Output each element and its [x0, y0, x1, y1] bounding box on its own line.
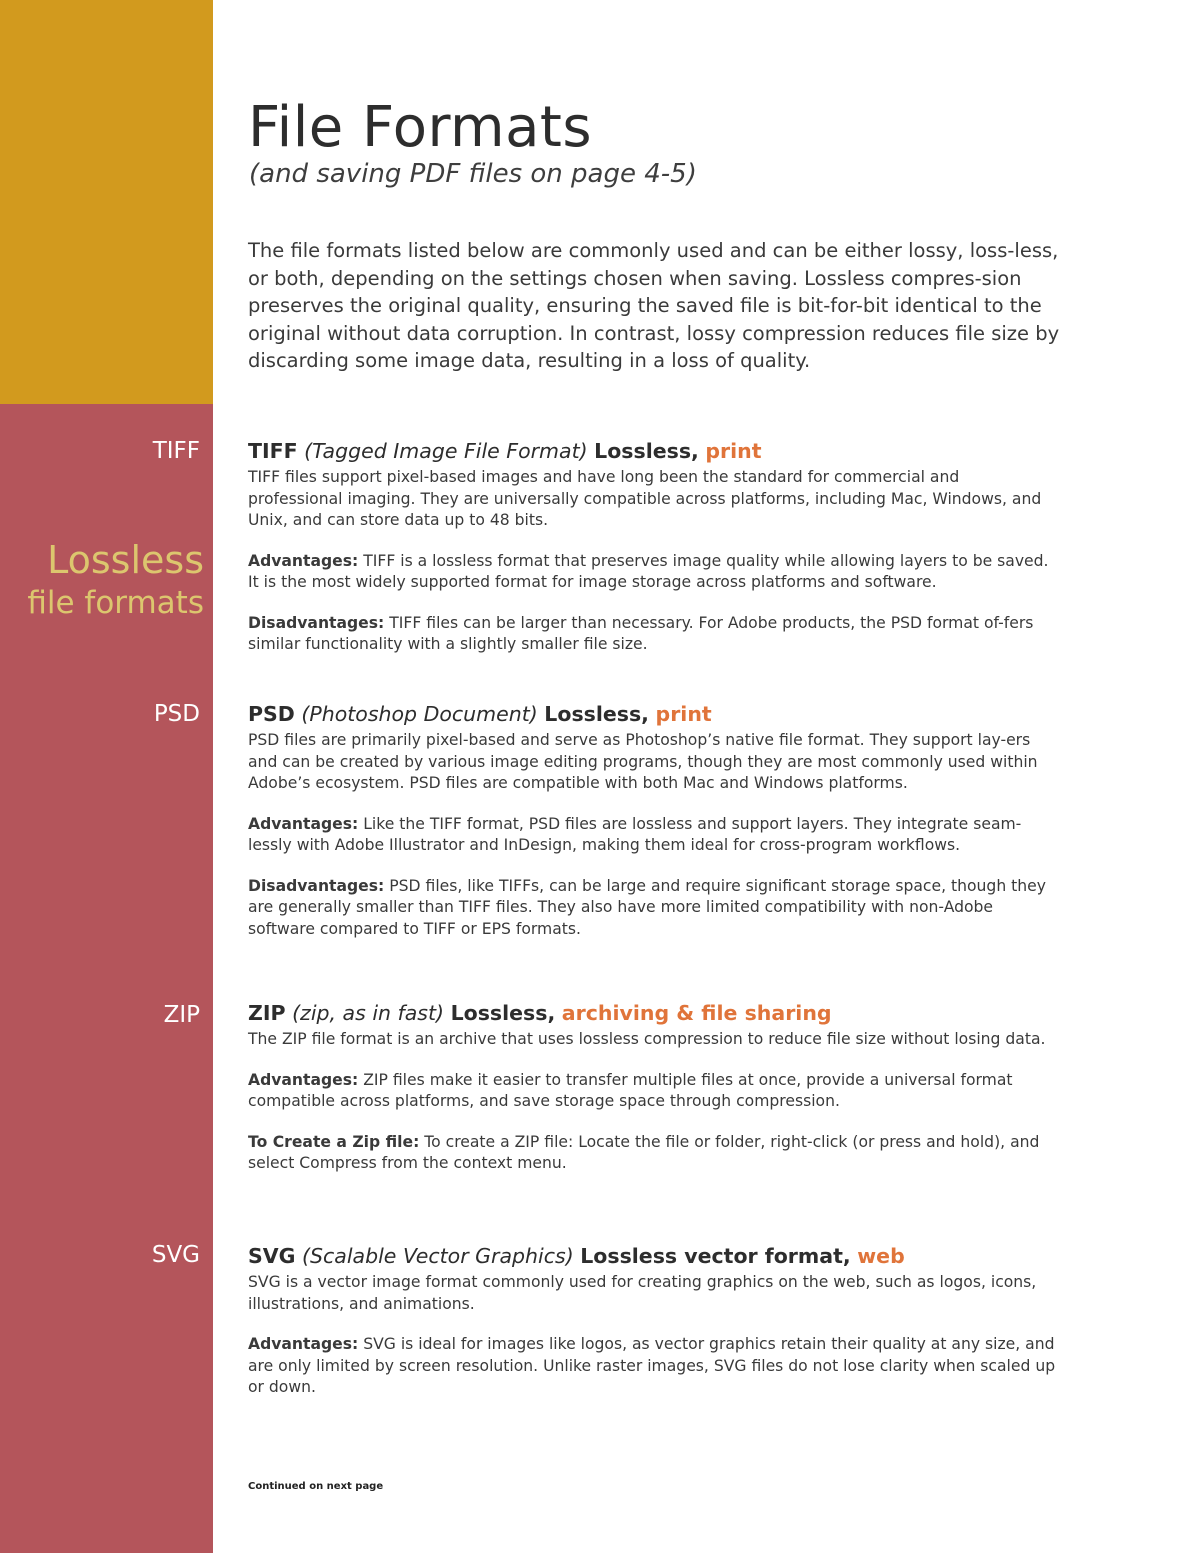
how-to-text: To create a ZIP file: Locate the file or folder, right-click (or press and hold), and select Compress from the context menu.	[248, 1132, 1040, 1172]
page-subtitle: (and saving PDF files on page 4-5)	[249, 159, 697, 189]
sidebar-heading-line1: Lossless	[47, 538, 204, 582]
sidebar-label-tiff: TIFF	[152, 438, 200, 464]
format-abbreviation: ZIP	[248, 1001, 286, 1025]
format-description: SVG is a vector image format commonly used for creating graphics on the web, such as logos, icons, illustrations, and animations.	[248, 1273, 1037, 1313]
how-to-label: To Create a Zip file:	[248, 1132, 420, 1151]
continued-note: Continued on next page	[248, 1481, 384, 1492]
advantages-paragraph	[248, 551, 1058, 594]
compression-type: Lossless,	[594, 439, 699, 463]
sidebar-heading-line2: file formats	[27, 585, 204, 621]
disadvantages-paragraph	[248, 876, 1058, 941]
sidebar-label-svg: SVG	[151, 1242, 200, 1268]
disadvantages-label: Disadvantages:	[248, 613, 385, 632]
advantages-paragraph	[248, 1070, 1058, 1113]
format-use: archiving & file sharing	[561, 1001, 832, 1025]
section-heading	[248, 437, 1058, 465]
advantages-paragraph	[248, 1334, 1058, 1399]
sidebar-label-psd: PSD	[153, 701, 200, 727]
section-psd	[248, 700, 1058, 959]
disadvantages-paragraph	[248, 613, 1058, 656]
advantages-text: SVG is ideal for images like logos, as vector graphics retain their quality at any size, and are only limited by screen resolution. Unlike raster images, SVG files do not lose clarity when scaled up or down.	[248, 1335, 1056, 1396]
format-full-name: (Photoshop Document)	[301, 702, 538, 726]
advantages-label: Advantages:	[248, 1070, 359, 1089]
advantages-label: Advantages:	[248, 551, 359, 570]
format-abbreviation: SVG	[248, 1244, 296, 1268]
format-description: The ZIP file format is an archive that uses lossless compression to reduce file size without losing data.	[248, 1030, 1046, 1048]
compression-type: Lossless,	[450, 1001, 556, 1025]
format-description: PSD files are primarily pixel-based and serve as Photoshop’s native file format. They support lay-ers and can be created by various image editing programs, though they are most commonly used within Adobe’s ecosystem. PSD files are compatible with both Mac and Windows platforms.	[248, 731, 1038, 792]
advantages-label: Advantages:	[248, 814, 359, 833]
section-heading	[248, 999, 1058, 1027]
sidebar-label-zip: ZIP	[163, 1002, 200, 1028]
advantages-text: ZIP files make it easier to transfer multiple files at once, provide a universal format compatible across platforms, and save storage space through compression.	[248, 1070, 1013, 1110]
compression-type: Lossless vector format,	[580, 1244, 851, 1268]
advantages-text: TIFF is a lossless format that preserves image quality while allowing layers to be saved. It is the most widely supported format for image storage across platforms and software.	[248, 551, 1049, 591]
format-full-name: (Scalable Vector Graphics)	[302, 1244, 574, 1268]
intro-paragraph: The file formats listed below are commonly used and can be either lossy, loss-less, or both, depending on the settings chosen when saving. Lossless compres-sion preserves the original quality, ensuring the saved file is bit-for-bit identical to the original without data corruption. In contrast, lossy compression reduces file size by discarding some image data, resulting in a loss of quality.	[248, 239, 1060, 372]
disadvantages-text: PSD files, like TIFFs, can be large and require significant storage space, though they are generally smaller than TIFF files. They also have more limited compatibility with non-Adobe software compared to TIFF or EPS formats.	[248, 876, 1046, 938]
section-svg	[248, 1242, 1058, 1418]
advantages-label: Advantages:	[248, 1335, 359, 1353]
format-use: print	[705, 439, 762, 463]
disadvantages-text: TIFF files can be larger than necessary. For Adobe products, the PSD format of-fers similar functionality with a slightly smaller file size.	[248, 613, 1034, 653]
format-use: web	[857, 1244, 905, 1268]
section-tiff	[248, 437, 1058, 675]
compression-type: Lossless,	[544, 702, 649, 726]
advantages-paragraph	[248, 814, 1058, 857]
format-full-name: (Tagged Image File Format)	[304, 439, 588, 463]
section-heading	[248, 1242, 1058, 1270]
how-to-paragraph	[248, 1132, 1058, 1175]
header-color-band	[0, 0, 213, 404]
disadvantages-label: Disadvantages:	[248, 876, 385, 895]
section-zip	[248, 999, 1058, 1194]
page-title: File Formats	[248, 95, 593, 160]
section-heading	[248, 700, 1058, 728]
format-abbreviation: PSD	[248, 702, 295, 726]
format-full-name: (zip, as in fast)	[292, 1001, 445, 1025]
format-description: TIFF files support pixel-based images and have long been the standard for commercial and professional imaging. They are universally compatible across platforms, including Mac, Windows, and Unix, and can store data up to 48 bits.	[248, 468, 1042, 529]
format-use: print	[655, 702, 712, 726]
format-abbreviation: TIFF	[248, 439, 298, 463]
sidebar-heading	[27, 537, 204, 623]
advantages-text: Like the TIFF format, PSD files are lossless and support layers. They integrate seam-lessly with Adobe Illustrator and InDesign, making them ideal for cross-program workflows.	[248, 814, 1022, 854]
